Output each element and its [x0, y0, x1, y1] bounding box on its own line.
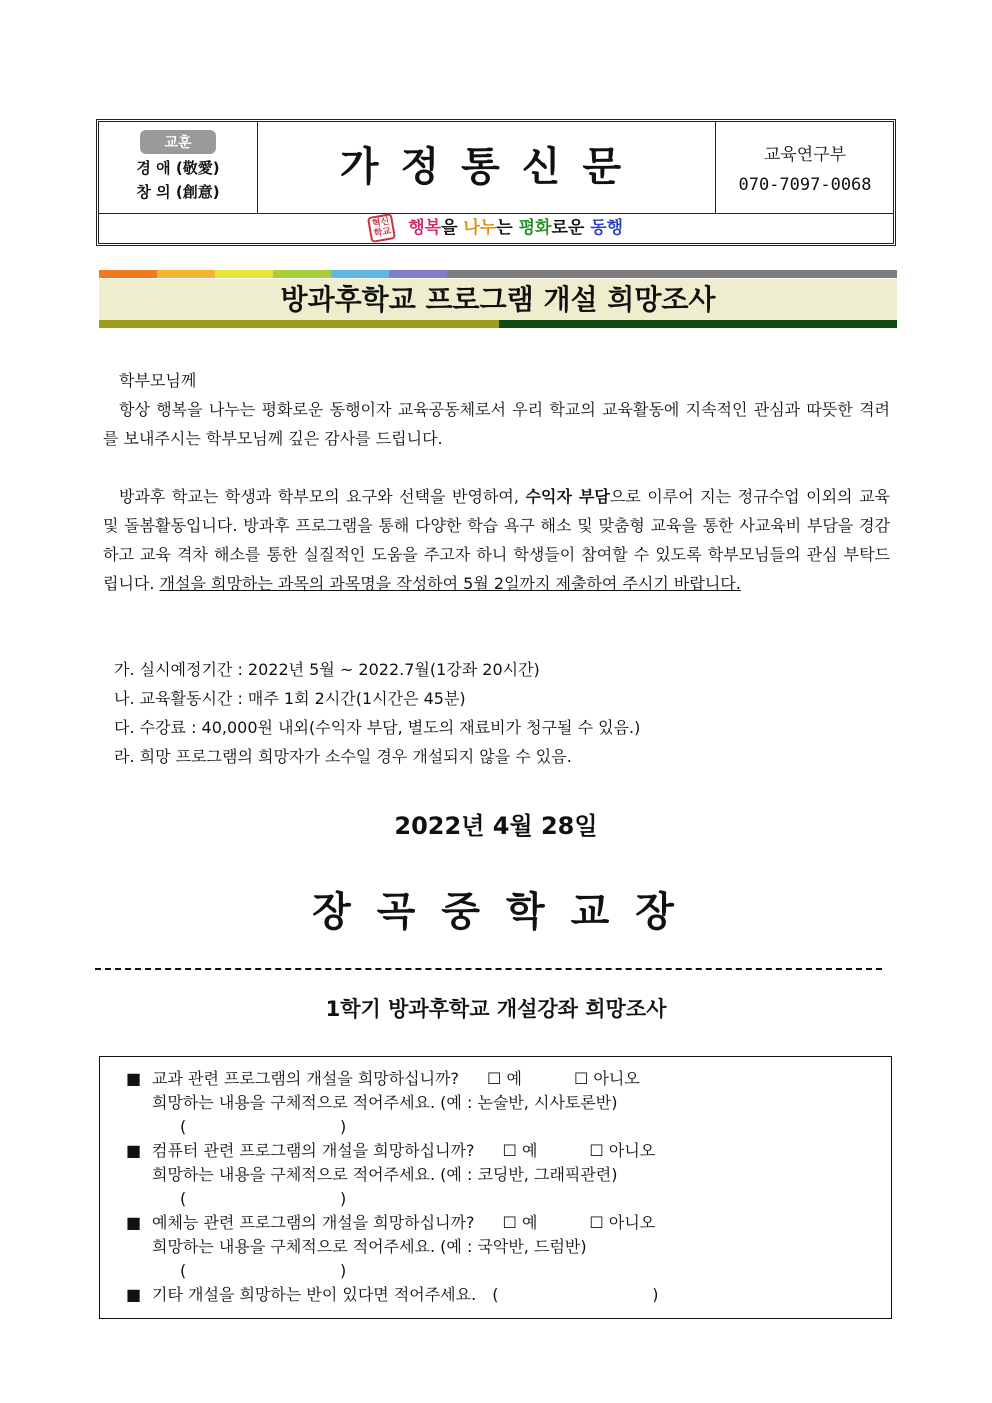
letter-body: [103, 366, 890, 598]
no-label: 아니오: [608, 1141, 656, 1160]
question-row: [126, 1211, 891, 1235]
checkbox-icon: ☐: [502, 1141, 517, 1160]
square-bullet-icon: ■: [126, 1213, 142, 1232]
form-title: 1학기 방과후학교 개설강좌 희망조사: [325, 997, 667, 1021]
color-segment: [99, 270, 157, 278]
color-segment: [447, 270, 897, 278]
color-segment: [389, 270, 447, 278]
letter-paragraph-2: [103, 482, 890, 598]
stamp-line-2: 학교: [373, 226, 392, 240]
slogan-part: 는: [496, 218, 519, 238]
checkbox-icon: ☐: [502, 1213, 517, 1232]
question-detail: 희망하는 내용을 구체적으로 적어주세요. (예 : 논술반, 시사토론반): [152, 1093, 618, 1112]
motto-line-2: 창 의 (創意): [136, 183, 220, 201]
question-detail: 희망하는 내용을 구체적으로 적어주세요. (예 : 코딩반, 그래픽관련): [152, 1165, 618, 1184]
no-checkbox[interactable]: [574, 1067, 640, 1091]
square-bullet-icon: ■: [126, 1141, 142, 1160]
answer-field[interactable]: ( ): [492, 1285, 659, 1304]
checkbox-icon: ☐: [487, 1069, 502, 1088]
detail-item: 가. 실시예정기간 : 2022년 5월 ~ 2022.7월(1강좌 20시간): [114, 660, 540, 679]
yes-label: 예: [506, 1069, 522, 1088]
color-segment: [273, 270, 331, 278]
issue-date: 2022년 4월 28일: [394, 812, 598, 840]
para2-underlined: 개설을 희망하는 과목의 과목명을 작성하여 5월 2일까지 제출하여 주시기 바랍니다.: [159, 574, 741, 593]
slogan-part: 나누: [463, 218, 497, 238]
question-row: [126, 1283, 891, 1307]
motto-line-1: 경 애 (敬愛): [136, 159, 220, 177]
para2-bold: 수익자 부담: [525, 487, 610, 506]
header-top-row: [99, 122, 893, 214]
stamp-line-1: 혁신: [371, 216, 391, 230]
innovation-school-stamp-icon: [367, 213, 397, 243]
survey-form: [99, 1056, 892, 1319]
question-text: 컴퓨터 관련 프로그램의 개설을 희망하십니까?: [152, 1141, 475, 1160]
detail-item: 나. 교육활동시간 : 매주 1회 2시간(1시간은 45분): [114, 689, 466, 708]
bar-segment: [499, 320, 897, 328]
slogan-part: 을: [441, 218, 464, 238]
answer-field[interactable]: ( ): [180, 1189, 347, 1208]
slogan-part: 동행: [590, 218, 624, 238]
bar-segment: [99, 320, 499, 328]
color-segment: [331, 270, 389, 278]
color-segment: [157, 270, 215, 278]
no-checkbox[interactable]: [589, 1139, 655, 1163]
program-details-list: [114, 655, 640, 771]
question-text: 예체능 관련 프로그램의 개설을 희망하십니까?: [152, 1213, 475, 1232]
yes-label: 예: [521, 1213, 538, 1232]
title-under-bar: [99, 320, 897, 328]
answer-field[interactable]: ( ): [180, 1117, 347, 1136]
school-motto: [99, 122, 258, 213]
no-label: 아니오: [593, 1069, 640, 1088]
slogan-part: 행복: [408, 218, 442, 238]
cut-line: [95, 968, 882, 970]
question-text: 교과 관련 프로그램의 개설을 희망하십니까?: [152, 1069, 460, 1088]
checkbox-icon: ☐: [573, 1069, 589, 1088]
yes-checkbox[interactable]: [503, 1139, 538, 1163]
letter-greeting: 학부모님께: [119, 371, 197, 390]
rainbow-color-bar: [99, 270, 897, 278]
department-info: [717, 122, 893, 213]
school-slogan: [99, 214, 893, 243]
yes-label: 예: [521, 1141, 538, 1160]
square-bullet-icon: ■: [126, 1285, 142, 1304]
survey-title: 방과후학교 프로그램 개설 희망조사: [99, 279, 897, 320]
no-checkbox[interactable]: [589, 1211, 655, 1235]
slogan-part: 평화: [518, 218, 552, 238]
answer-field[interactable]: ( ): [180, 1261, 347, 1280]
question-detail: 희망하는 내용을 구체적으로 적어주세요. (예 : 국악반, 드럼반): [152, 1237, 587, 1256]
letter-paragraph-1: 항상 행복을 나누는 평화로운 동행이자 교육공동체로서 우리 학교의 교육활동에 지속적인 관심과 따뜻한 격려를 보내주시는 학부모님께 깊은 감사를 드립니다.: [103, 400, 890, 448]
detail-item: 라. 희망 프로그램의 희망자가 소수일 경우 개설되지 않을 수 있음.: [114, 747, 572, 766]
yes-checkbox[interactable]: [487, 1067, 522, 1091]
checkbox-icon: ☐: [589, 1141, 604, 1160]
para2-text: 으로 이루어 지는 정규수업 이외의 교육 및 돌봄활동입니다. 방과후 프로그램을 통해 다양한 학습 욕구 해소 및 맞춤형 교육을 통한 사교육비 부담을 경감하고 교육 격차 해소를 통한 실질적인 도움을 주고자 하니 학생들이 참여할 수 있도록 학부모님들의 관심 부탁드립니다.: [103, 487, 890, 593]
square-bullet-icon: ■: [126, 1069, 142, 1088]
principal-signature: 장곡중학교장: [312, 889, 700, 935]
question-text: 기타 개설을 희망하는 반이 있다면 적어주세요.: [152, 1285, 477, 1304]
para2-text: 방과후 학교는 학생과 학부모의 요구와 선택을 반영하여,: [119, 487, 526, 506]
slogan-part: 로운: [551, 218, 591, 238]
question-row: [126, 1067, 891, 1091]
yes-checkbox[interactable]: [503, 1211, 538, 1235]
newsletter-header: [96, 119, 896, 246]
question-row: [126, 1139, 891, 1163]
department-phone: 070-7097-0068: [738, 175, 872, 195]
newsletter-title: 가정통신문: [258, 122, 716, 213]
detail-item: 다. 수강료 : 40,000원 내외(수익자 부담, 별도의 재료비가 청구될 수 있음.): [114, 718, 641, 737]
motto-badge: 교훈: [140, 130, 215, 154]
color-segment: [215, 270, 273, 278]
no-label: 아니오: [608, 1213, 656, 1232]
department-name: 교육연구부: [763, 145, 847, 165]
checkbox-icon: ☐: [589, 1213, 604, 1232]
